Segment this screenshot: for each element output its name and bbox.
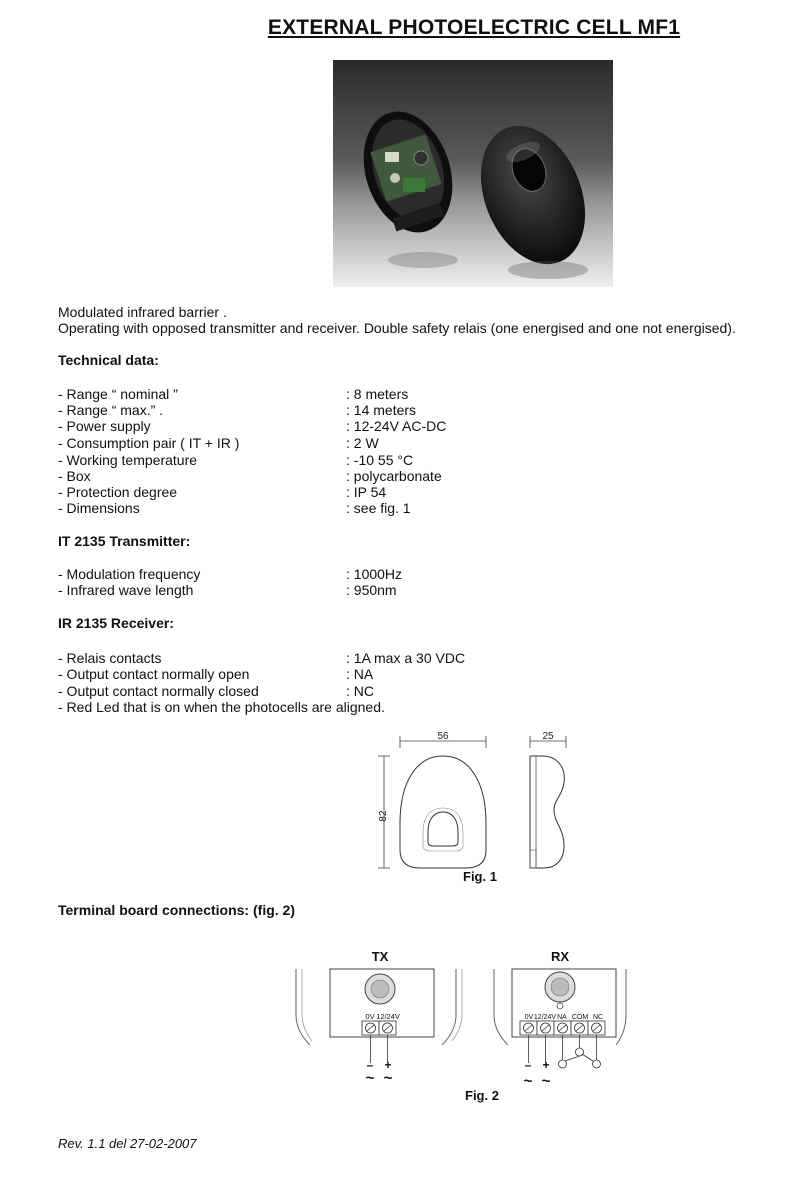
spec-value: : IP 54 [346, 484, 387, 500]
revision-note: Rev. 1.1 del 27-02-2007 [58, 1136, 197, 1151]
fig1-caption: Fig. 1 [463, 869, 497, 884]
page-title: EXTERNAL PHOTOELECTRIC CELL MF1 [267, 16, 681, 39]
rx-terminal-label: NA [557, 1014, 567, 1021]
tx-terminal-label: 0V [365, 1012, 375, 1021]
rx-terminal-label: 0V [524, 1014, 534, 1021]
rx-terminal-label: NC [592, 1014, 604, 1021]
intro-line-2: Operating with opposed transmitter and receiver. Double safety relais (one energised and one not energised). [58, 320, 736, 336]
rx-ac-symbol: ~ [541, 1073, 551, 1090]
spec-value: : 8 meters [346, 386, 409, 402]
tx-ac-symbol: ~ [383, 1070, 393, 1087]
spec-value: : 950nm [346, 582, 397, 598]
fig1-dimension-drawing [370, 728, 580, 888]
spec-label: - Working temperature [58, 452, 198, 468]
tx-minus-label: – [366, 1058, 374, 1072]
spec-value: : 2 W [346, 435, 379, 451]
rx-terminal-label: 12/24V [533, 1014, 557, 1021]
rx-label: RX [550, 949, 570, 964]
spec-value: : 1000Hz [346, 566, 403, 582]
product-photo [333, 60, 613, 287]
spec-label: - Range “ nominal ” [58, 386, 178, 402]
spec-value: : see fig. 1 [346, 500, 411, 516]
spec-value: : 12-24V AC-DC [346, 418, 447, 434]
rx-minus-label: – [524, 1058, 532, 1072]
spec-label: - Power supply [58, 418, 151, 434]
rx-terminal-label: COM [571, 1014, 589, 1021]
transmitter-heading: IT 2135 Transmitter: [58, 533, 191, 549]
spec-label: - Output contact normally closed [58, 683, 259, 699]
spec-label: - Modulation frequency [58, 566, 201, 582]
rx-led-icon [557, 1003, 563, 1009]
spec-value: : NA [346, 666, 374, 682]
technical-heading: Technical data: [58, 352, 159, 368]
terminal-heading: Terminal board connections: (fig. 2) [58, 902, 295, 918]
tx-plus-label: + [384, 1058, 392, 1072]
spec-label: - Box [58, 468, 91, 484]
tx-label: TX [371, 949, 389, 964]
spec-label: - Relais contacts [58, 650, 162, 666]
spec-value: : polycarbonate [346, 468, 442, 484]
fig1-depth-label: 25 [542, 731, 554, 742]
spec-label: - Range “ max.” . [58, 402, 164, 418]
spec-label: - Red Led that is on when the photocells are aligned. [58, 699, 385, 715]
fig2-wiring-diagram [290, 945, 630, 1090]
tx-terminal-label: 12/24V [376, 1012, 400, 1021]
receiver-heading: IR 2135 Receiver: [58, 615, 174, 631]
fig1-width-label: 56 [437, 731, 449, 742]
intro-line-1: Modulated infrared barrier . [58, 304, 227, 320]
fig2-caption: Fig. 2 [465, 1088, 499, 1103]
rx-ac-symbol: ~ [523, 1073, 533, 1090]
tx-ac-symbol: ~ [365, 1070, 375, 1087]
spec-value: : 1A max a 30 VDC [346, 650, 466, 666]
spec-label: - Consumption pair ( IT + IR ) [58, 435, 240, 451]
fig1-height-label: 82 [378, 810, 389, 822]
spec-value: : -10 55 °C [346, 452, 414, 468]
spec-label: - Output contact normally open [58, 666, 250, 682]
spec-value: : 14 meters [346, 402, 417, 418]
spec-label: - Protection degree [58, 484, 178, 500]
spec-label: - Dimensions [58, 500, 140, 516]
rx-plus-label: + [542, 1058, 550, 1072]
photocell-illustration [333, 60, 613, 287]
spec-value: : NC [346, 683, 374, 699]
spec-label: - Infrared wave length [58, 582, 194, 598]
